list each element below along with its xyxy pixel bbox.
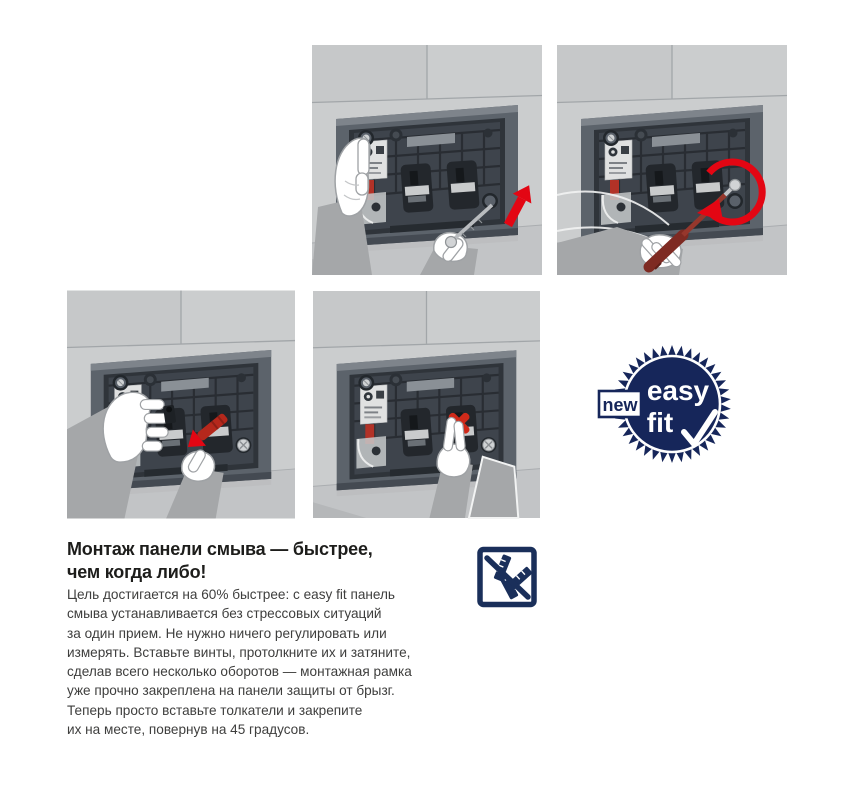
heading-line-2: чем когда либо! bbox=[67, 562, 207, 582]
body-line: измерять. Вставьте винты, протолкните их и затяните, bbox=[67, 644, 411, 660]
figure-step-2-tighten-screw bbox=[557, 45, 787, 275]
body-line: за один прием. Не нужно ничего регулировать или bbox=[67, 625, 387, 641]
body-line: смыва устанавливается без стрессовых ситуаций bbox=[67, 606, 382, 622]
body-line: их на месте, повернув на 45 градусов. bbox=[67, 722, 310, 738]
body-line: Теперь просто вставьте толкатели и закрепите bbox=[67, 702, 363, 718]
page-title bbox=[67, 538, 487, 584]
body-line: сделав всего несколько оборотов — монтажная рамка bbox=[67, 664, 412, 680]
figure-step-4-turn-pusher-45deg bbox=[313, 290, 540, 519]
badge-new-label: new bbox=[602, 395, 638, 415]
screw-icon bbox=[730, 180, 741, 191]
figure-step-1-insert-screw bbox=[312, 45, 542, 275]
heading-line-1: Монтаж панели смыва — быстрее, bbox=[67, 539, 373, 559]
body-line: уже прочно закреплена на панели защиты от брызг. bbox=[67, 683, 395, 699]
easy-fit-badge bbox=[596, 340, 752, 472]
badge-fit-label: fit bbox=[646, 407, 674, 438]
body-line: Цель достигается на 60% быстрее: с easy fit панель bbox=[67, 587, 396, 602]
figure-step-3-insert-pusher bbox=[67, 290, 295, 519]
badge-easy-label: easy bbox=[646, 375, 710, 406]
body-text bbox=[67, 585, 487, 739]
